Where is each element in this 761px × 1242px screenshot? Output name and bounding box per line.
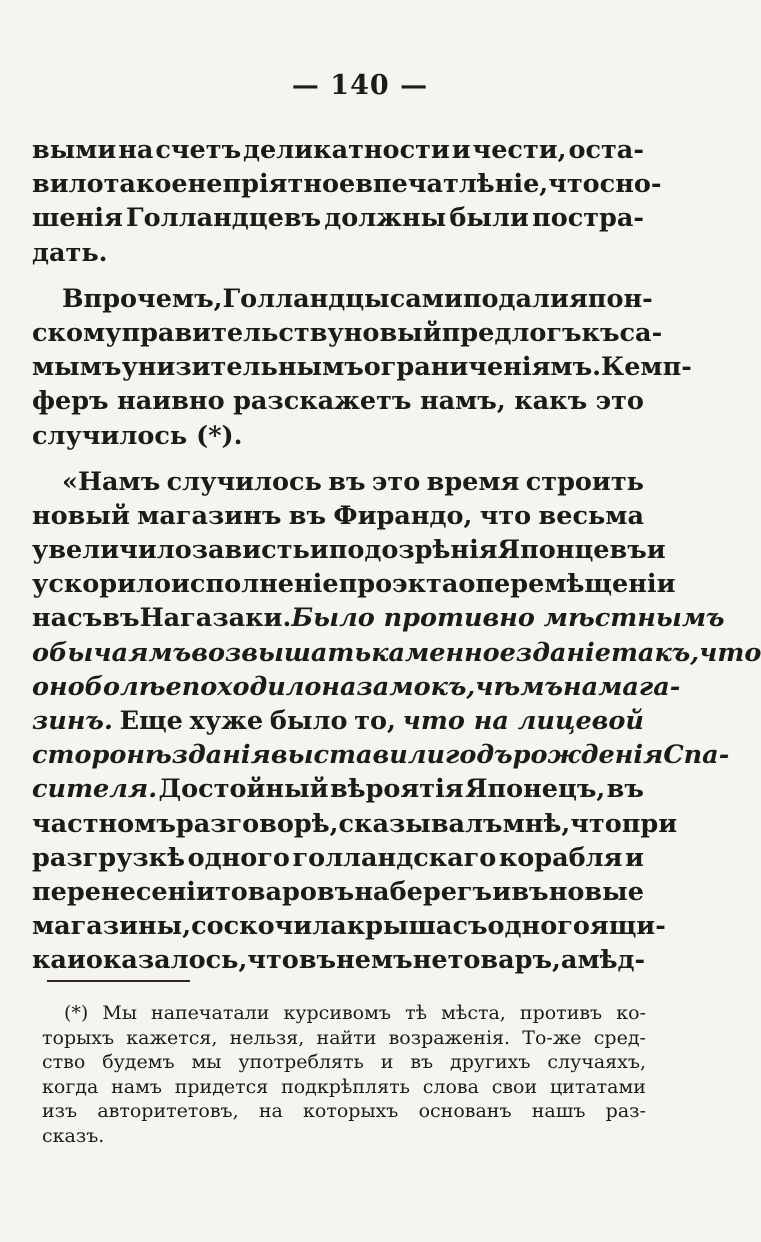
word: ограниченіямъ. bbox=[363, 352, 602, 383]
word: такое bbox=[103, 169, 188, 200]
word: при bbox=[621, 808, 678, 839]
word: Еще bbox=[119, 706, 183, 736]
word: подозрѣнія bbox=[328, 535, 498, 566]
word: ко- bbox=[616, 1002, 646, 1024]
text-line bbox=[32, 167, 662, 201]
word: Спа- bbox=[663, 740, 730, 771]
word: выставили bbox=[270, 740, 446, 771]
word: были bbox=[449, 203, 529, 234]
word: сказъ. bbox=[42, 1124, 105, 1147]
word: кажется, bbox=[126, 1026, 218, 1049]
word: что bbox=[247, 945, 299, 976]
footnote-line bbox=[42, 1124, 646, 1149]
word: Нагазаки. bbox=[139, 603, 292, 634]
word: случилось bbox=[32, 420, 188, 451]
text-line bbox=[32, 909, 666, 943]
word: впечатлѣніе, bbox=[355, 169, 549, 200]
word: обычаямъ bbox=[32, 637, 192, 668]
word: одного bbox=[187, 842, 290, 873]
word: мѣста, bbox=[441, 1002, 506, 1024]
word: тѣ bbox=[405, 1002, 428, 1024]
word: строить bbox=[525, 466, 644, 497]
word: Фирандо, bbox=[333, 500, 473, 531]
text-line bbox=[32, 316, 663, 350]
word: годъ bbox=[445, 740, 513, 771]
text-line bbox=[32, 807, 678, 841]
text-line bbox=[32, 533, 666, 567]
word: хуже bbox=[189, 706, 264, 736]
word: и bbox=[380, 1051, 394, 1074]
text-line bbox=[32, 704, 644, 738]
text-line bbox=[32, 943, 644, 977]
word: зданія bbox=[171, 740, 271, 771]
word: Мы bbox=[102, 1002, 137, 1024]
footnote-line bbox=[42, 1001, 646, 1026]
word: перенесеніи bbox=[32, 876, 215, 907]
word: корабля bbox=[498, 842, 623, 873]
word: Достойный bbox=[158, 774, 329, 805]
text-line bbox=[32, 738, 730, 772]
word: будемъ bbox=[102, 1051, 175, 1074]
word: въ bbox=[511, 876, 549, 907]
word: постра- bbox=[532, 203, 644, 234]
word: скому bbox=[32, 317, 122, 348]
word: которыхъ bbox=[303, 1100, 399, 1123]
word: противъ bbox=[519, 1002, 603, 1024]
word: къ bbox=[581, 317, 620, 348]
word: это bbox=[595, 386, 644, 417]
word: оказалось, bbox=[85, 945, 248, 976]
word: въ bbox=[328, 466, 366, 497]
word: слова bbox=[422, 1075, 479, 1098]
word: намъ bbox=[111, 1075, 162, 1098]
word: перемѣщеніи bbox=[475, 569, 676, 600]
word: То-же bbox=[522, 1026, 582, 1049]
word: чести, bbox=[472, 135, 567, 165]
word: мымъ bbox=[32, 352, 122, 383]
word: и bbox=[625, 842, 644, 873]
word: Впрочемъ, bbox=[62, 283, 223, 314]
word: сказывалъ bbox=[338, 808, 503, 839]
word: новый bbox=[343, 317, 442, 348]
word: (*) bbox=[64, 1002, 89, 1024]
footnote-line bbox=[42, 1075, 646, 1100]
word: болѣе bbox=[84, 671, 182, 702]
word: рожденія bbox=[512, 740, 664, 771]
word: вѣроятія bbox=[329, 774, 464, 805]
word: ка bbox=[32, 945, 67, 976]
word: крыша bbox=[346, 911, 453, 942]
word: магазинъ bbox=[137, 500, 282, 531]
word: весьма bbox=[538, 500, 644, 531]
word: въ bbox=[606, 774, 644, 805]
word: Голландцы bbox=[222, 283, 390, 314]
word: чѣмъ bbox=[475, 671, 564, 702]
word: зависть bbox=[191, 535, 310, 566]
word: то, bbox=[354, 706, 396, 736]
word: ство bbox=[42, 1051, 86, 1074]
word: мы bbox=[191, 1051, 222, 1074]
text-line bbox=[32, 384, 644, 418]
word: разговорѣ, bbox=[175, 808, 339, 839]
word: и bbox=[646, 535, 666, 566]
word: разгрузкѣ bbox=[32, 842, 186, 873]
word: сителя. bbox=[32, 774, 158, 805]
word: Голландцевъ bbox=[126, 203, 322, 234]
word: ящи- bbox=[589, 911, 666, 942]
word: и bbox=[309, 535, 329, 566]
text-line bbox=[32, 465, 644, 499]
word: мнѣ, bbox=[502, 808, 571, 839]
word: предлогъ bbox=[441, 317, 582, 348]
word: замокъ, bbox=[356, 671, 476, 702]
word: сно- bbox=[599, 169, 662, 200]
word: на bbox=[563, 671, 599, 702]
word: напечатали bbox=[151, 1002, 270, 1024]
text-line bbox=[32, 601, 725, 635]
footnote bbox=[42, 1001, 646, 1149]
word: деликатности bbox=[243, 135, 450, 165]
word: вило bbox=[32, 169, 104, 200]
footnote-line bbox=[42, 1050, 646, 1075]
footnote-divider bbox=[47, 980, 190, 982]
word: намъ, bbox=[419, 386, 506, 417]
word: и bbox=[66, 945, 86, 976]
word: авторитетовъ, bbox=[97, 1100, 239, 1123]
word: что bbox=[479, 500, 532, 531]
word: ускорило bbox=[32, 569, 172, 600]
word: когда bbox=[42, 1075, 99, 1098]
paragraph-gap bbox=[32, 453, 644, 465]
word: зданіе bbox=[515, 637, 611, 668]
word: исполненіе bbox=[171, 569, 339, 600]
word: должны bbox=[324, 203, 447, 234]
word: другихъ bbox=[450, 1051, 531, 1074]
word: разскажетъ bbox=[233, 386, 412, 417]
text-line bbox=[32, 350, 692, 384]
word: унизительнымъ bbox=[121, 352, 364, 383]
word: насъ bbox=[32, 603, 103, 634]
text-line bbox=[32, 499, 644, 533]
text-line bbox=[32, 567, 676, 601]
word: въ bbox=[410, 1051, 434, 1074]
word: цитатами bbox=[549, 1075, 646, 1098]
word: такъ, bbox=[610, 637, 700, 668]
word: Японцевъ bbox=[497, 535, 647, 566]
word: нельзя, bbox=[229, 1026, 305, 1049]
word: подали bbox=[462, 283, 569, 314]
word: товаръ, bbox=[447, 945, 561, 976]
word: возраженія. bbox=[388, 1026, 511, 1049]
word: (*). bbox=[196, 420, 243, 451]
text-line bbox=[32, 670, 681, 704]
word: курсивомъ bbox=[283, 1002, 391, 1024]
word: свои bbox=[491, 1075, 538, 1098]
word: въ bbox=[102, 603, 140, 634]
text-line bbox=[32, 636, 761, 670]
word: а bbox=[560, 945, 578, 976]
word: время bbox=[426, 466, 520, 497]
word: мѣд- bbox=[577, 945, 646, 976]
word: товаровъ bbox=[215, 876, 355, 907]
paragraph-gap bbox=[32, 270, 644, 282]
word: «Намъ bbox=[62, 466, 161, 497]
word: случаяхъ, bbox=[547, 1051, 646, 1074]
word: оно bbox=[32, 671, 85, 702]
word: какъ bbox=[514, 386, 588, 417]
word: на bbox=[321, 671, 357, 702]
word: найти bbox=[316, 1026, 377, 1049]
word: походило bbox=[181, 671, 322, 702]
text-line bbox=[32, 875, 644, 909]
word: что bbox=[699, 637, 761, 668]
word: берегъ bbox=[389, 876, 493, 907]
word: возвышать bbox=[191, 637, 372, 668]
word: новый bbox=[32, 500, 130, 531]
text-line bbox=[32, 282, 653, 316]
text-line bbox=[32, 772, 644, 806]
page-number: — 140 — bbox=[291, 70, 429, 101]
word: новые bbox=[548, 876, 644, 907]
word: голландскаго bbox=[292, 842, 497, 873]
word: наивно bbox=[117, 386, 225, 417]
word: Кемп- bbox=[601, 352, 692, 383]
word: Было противно мѣстнымъ bbox=[291, 603, 725, 634]
word: и bbox=[451, 135, 471, 165]
word: магазины, bbox=[32, 911, 192, 942]
word: изъ bbox=[42, 1100, 78, 1123]
word: феръ bbox=[32, 386, 109, 417]
word: было bbox=[269, 706, 348, 736]
word: увеличило bbox=[32, 535, 192, 566]
footnote-line bbox=[42, 1099, 646, 1124]
text-line bbox=[32, 841, 644, 875]
word: это bbox=[371, 466, 421, 497]
word: шенія bbox=[32, 203, 123, 234]
word: подкрѣплять bbox=[281, 1075, 410, 1098]
text-line bbox=[32, 133, 644, 167]
word: счетъ bbox=[155, 135, 242, 165]
word: са- bbox=[619, 317, 663, 348]
word: соскочила bbox=[191, 911, 347, 942]
word: случилось bbox=[166, 466, 322, 497]
word: на bbox=[354, 876, 390, 907]
word: и bbox=[492, 876, 512, 907]
word: о bbox=[458, 569, 476, 600]
word: дать. bbox=[32, 237, 108, 268]
text-line bbox=[32, 419, 644, 453]
word: сред- bbox=[593, 1026, 646, 1049]
word: немъ bbox=[336, 945, 413, 976]
word: сами bbox=[389, 283, 463, 314]
word: что на лицевой bbox=[402, 706, 644, 736]
word: каменное bbox=[371, 637, 516, 668]
word: торыхъ bbox=[42, 1026, 115, 1049]
word: нашъ bbox=[531, 1100, 586, 1123]
word: что bbox=[570, 808, 622, 839]
word: въ bbox=[288, 500, 327, 531]
word: на bbox=[258, 1100, 283, 1123]
word: япон- bbox=[568, 283, 653, 314]
word: проэкта bbox=[338, 569, 459, 600]
word: Японецъ, bbox=[464, 774, 606, 805]
word: на bbox=[118, 135, 154, 165]
word: зинъ. bbox=[32, 706, 113, 736]
word: основанъ bbox=[418, 1100, 512, 1123]
word: въ bbox=[298, 945, 337, 976]
text-line bbox=[32, 201, 644, 235]
word: правительству bbox=[121, 317, 344, 348]
word: употреблять bbox=[238, 1051, 364, 1074]
footnote-line bbox=[42, 1026, 646, 1051]
word: непріятное bbox=[187, 169, 356, 200]
word: частномъ bbox=[32, 808, 176, 839]
word: выми bbox=[32, 135, 117, 165]
word: оста- bbox=[568, 135, 644, 165]
word: раз- bbox=[605, 1100, 646, 1123]
word: не bbox=[412, 945, 448, 976]
main-text bbox=[32, 133, 761, 978]
word: сторонѣ bbox=[32, 740, 172, 771]
text-line bbox=[32, 236, 644, 270]
word: придется bbox=[174, 1075, 269, 1098]
word: мага- bbox=[598, 671, 681, 702]
word: одного bbox=[487, 911, 590, 942]
word: съ bbox=[452, 911, 488, 942]
word: что bbox=[548, 169, 600, 200]
